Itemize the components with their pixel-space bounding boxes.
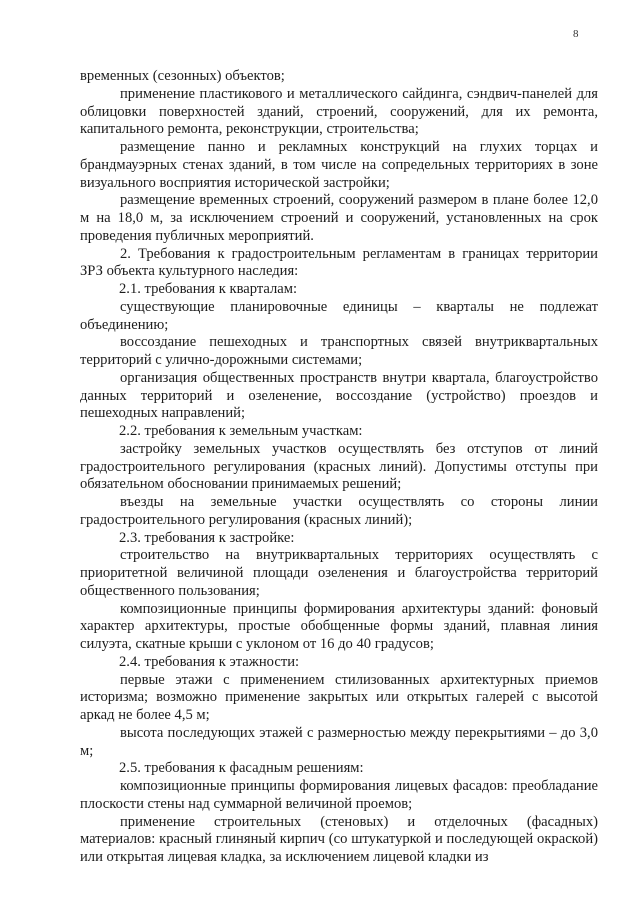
subsection-heading: 2.4. требования к этажности: (119, 653, 300, 670)
paragraph: временных (сезонных) объектов; (80, 68, 285, 84)
subsection-heading: 2.1. требования к кварталам: (119, 281, 298, 297)
subsection-heading: 2.3. требования к застройке: (119, 529, 295, 546)
paragraph: композиционные принципы формирования архитектуры зданий: фоновый характер архитектуры, простые обобщенные формы зданий, плавная линия силуэта, скатные крыши с уклоном от 16 до 40 градусов; (80, 600, 598, 652)
paragraph: композиционные принципы формирования лицевых фасадов: преобладание плоскости стены над суммарной величиной проемов; (80, 778, 598, 812)
paragraph: размещение временных строений, сооружений размером в плане более 12,0 м на 18,0 м, за исключением строений и сооружений, установленных на срок проведения публичных мероприятий. (80, 192, 598, 244)
paragraph: застройку земельных участков осуществлять без отступов от линий градостроительного регулирования (красных линий). Допустимы отступы при обязательном обосновании принимаемых решений; (80, 440, 598, 493)
paragraph: въезды на земельные участки осуществлять со стороны линии градостроительного регулирования (красных линий); (80, 494, 598, 528)
page-number: 8 (573, 28, 579, 40)
paragraph: размещение панно и рекламных конструкций на глухих торцах и брандмауэрных стенах зданий, в том числе на сопредельных территориях в зоне визуального восприятия исторической застройки; (80, 139, 598, 191)
paragraph: организация общественных пространств внутри квартала, благоустройство данных территорий и озеленение, воссоздание (устройство) проездов и пешеходных направлений; (80, 369, 598, 422)
section-heading: 2. Требования к градостроительным регламентам в границах территории ЗРЗ объекта культурного наследия: (80, 245, 598, 280)
document-body (80, 68, 598, 867)
paragraph: существующие планировочные единицы – кварталы не подлежат объединению; (80, 298, 598, 333)
paragraph: первые этажи с применением стилизованных архитектурных приемов историзма; возможно применение закрытых или открытых галерей с высотой аркад не более 4,5 м; (80, 671, 598, 723)
paragraph: применение пластикового и металлического сайдинга, сэндвич-панелей для облицовки поверхностей зданий, строений, сооружений, для их ремонта, капитального ремонта, реконструкции, строительства; (80, 85, 598, 138)
paragraph: воссоздание пешеходных и транспортных связей внутриквартальных территорий с улично-дорожными системами; (80, 334, 598, 368)
subsection-heading: 2.5. требования к фасадным решениям: (119, 760, 364, 777)
paragraph: строительство на внутриквартальных территориях осуществлять с приоритетной величиной площади озеленения и благоустройства территорий общественного пользования; (80, 547, 598, 599)
subsection-heading: 2.2. требования к земельным участкам: (119, 423, 363, 439)
paragraph: высота последующих этажей с размерностью между перекрытиями – до 3,0 м; (80, 724, 598, 759)
paragraph: применение строительных (стеновых) и отделочных (фасадных) материалов: красный глиняный кирпич (со штукатуркой и последующей окраской) или открытая лицевая кладка, за исключением лицевой кладки из (80, 813, 598, 865)
